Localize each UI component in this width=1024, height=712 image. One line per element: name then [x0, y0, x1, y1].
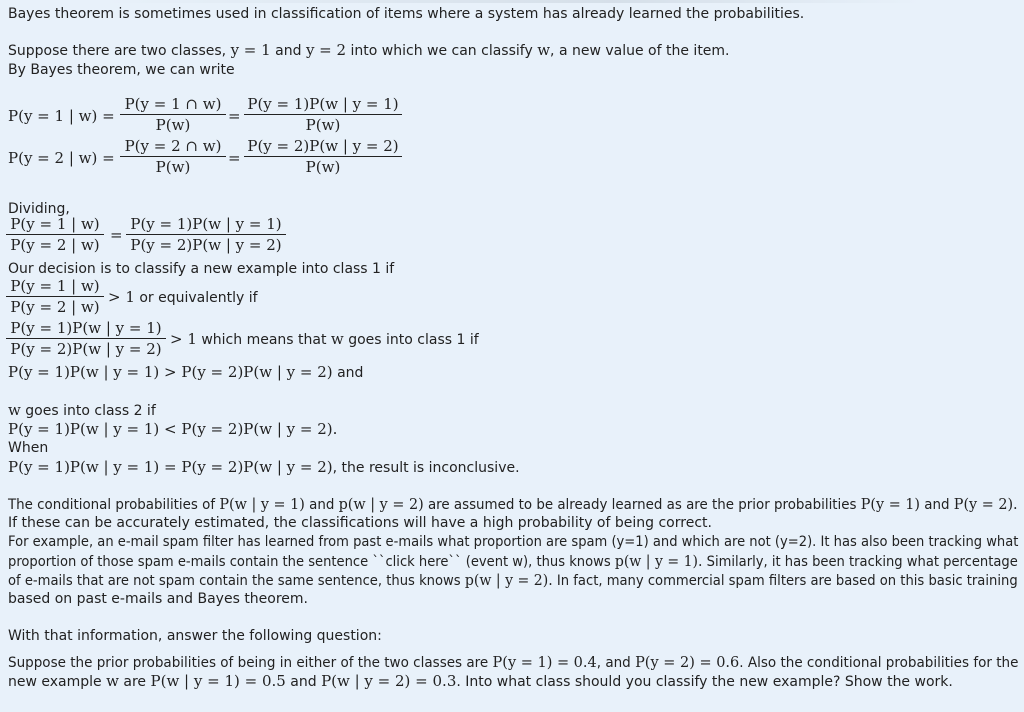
top-divider: [0, 0, 1024, 3]
when-label: When: [8, 440, 49, 456]
question-line-1: Suppose the prior probabilities of being in either of the two classes are P(y = 1) = 0.4, and P(y = 2) = 0.6. Also the conditional probabilities for the: [8, 653, 1019, 671]
math: y = 1: [230, 41, 271, 59]
equals-sign: =: [228, 149, 241, 167]
dividing-frac-right: $\frac{P(y = 1)P(w | y = 1)}{P(y = 2)P(w | y = 2)}$: [126, 215, 286, 254]
inconclusive-line: P(y = 1)P(w | y = 1) = P(y = 2)P(w | y = 2), the result is inconclusive.: [8, 458, 520, 476]
decision-frac-2-tail: > 1 which means that w goes into class 1 if: [170, 330, 479, 348]
decision-text: Our decision is to classify a new example into class 1 if: [8, 261, 395, 277]
bayes-eq2-frac2: $\frac{P(y = 2)P(w | y = 2)}{P(w)}$: [244, 137, 402, 176]
bayes-eq1-frac1: $\frac{P(y = 1 \cap w)}{P(w)}$: [120, 95, 226, 134]
conditional-line-3: For example, an e-mail spam filter has learned from past e-mails what proportion are spam (y=1) and which are not (y=2). It has also been tracking what: [8, 534, 1019, 550]
class1-inequality: P(y = 1)P(w | y = 1) > P(y = 2)P(w | y = 2) and: [8, 363, 364, 381]
question-intro: With that information, answer the following question:: [8, 628, 382, 644]
conditional-line-6: based on past e-mails and Bayes theorem.: [8, 591, 309, 607]
conditional-line-4: proportion of those spam e-mails contain the sentence ``click here`` (event w), thus knows p(w | y = 1). Similarly, it has been tracking what percentage: [8, 552, 1018, 570]
bayes-eq1-frac2: $\frac{P(y = 1)P(w | y = 1)}{P(w)}$: [244, 95, 402, 134]
decision-frac-2: $\frac{P(y = 1)P(w | y = 1)}{P(y = 2)P(w | y = 2)}$: [6, 319, 166, 358]
intro-line-1: Bayes theorem is sometimes used in classification of items where a system has already learned the probabilities.: [8, 6, 805, 22]
class2-text: w goes into class 2 if: [8, 401, 156, 419]
equals-sign: =: [110, 226, 123, 244]
conditional-line-5: of e-mails that are not spam contain the same sentence, thus knows p(w | y = 2). In fact, many commercial spam filters are based on this basic training: [8, 571, 1018, 589]
conditional-line-2: If these can be accurately estimated, the classifications will have a high probability of being correct.: [8, 515, 712, 531]
intro-line-2: Suppose there are two classes, y = 1 and y = 2 into which we can classify w, a new value of the item.: [8, 41, 730, 59]
dividing-frac-left: $\frac{P(y = 1 | w)}{P(y = 2 | w)}$: [6, 215, 104, 254]
math: w: [537, 41, 551, 59]
bayes-eq2-lhs: P(y = 2 | w) =: [8, 149, 115, 167]
question-line-2: new example w are P(w | y = 1) = 0.5 and P(w | y = 2) = 0.3. Into what class should you classify the new example? Show the work.: [8, 672, 953, 690]
intro-line-3: By Bayes theorem, we can write: [8, 62, 235, 78]
bayes-eq2-frac1: $\frac{P(y = 2 \cap w)}{P(w)}$: [120, 137, 226, 176]
math: y = 2: [305, 41, 347, 59]
decision-frac-1-tail: > 1 or equivalently if: [108, 288, 258, 306]
equals-sign: =: [228, 107, 241, 125]
decision-frac-1: $\frac{P(y = 1 | w)}{P(y = 2 | w)}$: [6, 277, 104, 316]
class2-inequality: P(y = 1)P(w | y = 1) < P(y = 2)P(w | y = 2).: [8, 420, 338, 438]
dividing-label: Dividing,: [8, 201, 70, 217]
bayes-eq1-lhs: P(y = 1 | w) =: [8, 107, 115, 125]
conditional-line-1: The conditional probabilities of P(w | y = 1) and p(w | y = 2) are assumed to be already learned as are the prior probabilities P(y = 1) and P(y = 2).: [8, 495, 1018, 513]
